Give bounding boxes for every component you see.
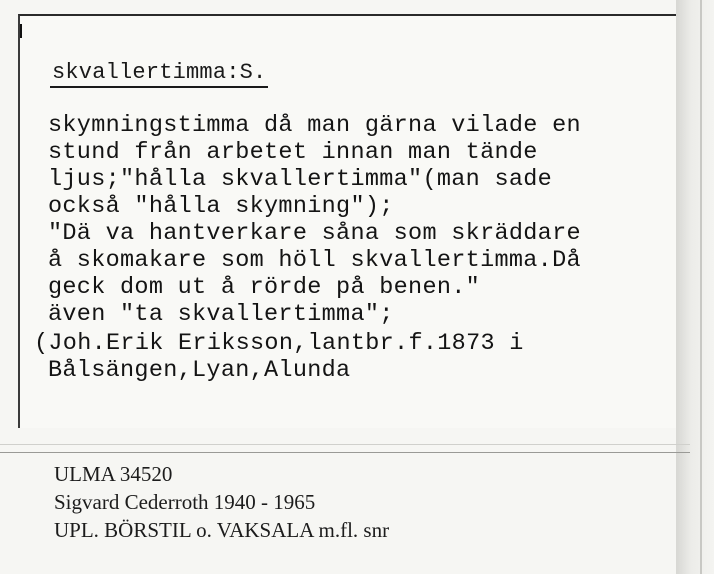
card-divider xyxy=(0,452,690,453)
collector-line: Sigvard Cederroth 1940 - 1965 xyxy=(54,490,316,514)
body-line: å skomakare som höll skvallertimma.Då xyxy=(48,247,581,274)
body-line: stund från arbetet innan man tände xyxy=(48,139,538,166)
card-title: skvallertimma:S. xyxy=(52,60,267,85)
body-line: ljus;"hålla skvallertimma"(man sade xyxy=(48,166,553,193)
body-line: geck dom ut å rörde på benen." xyxy=(48,274,481,301)
body-line: även "ta skvallertimma"; xyxy=(48,301,394,328)
card-edge-line xyxy=(700,0,702,574)
body-line: också "hålla skymning"); xyxy=(48,193,394,220)
body-line: Bålsängen,Lyan,Alunda xyxy=(48,357,351,384)
body-line: "Dä va hantverkare såna som skräddare xyxy=(48,220,581,247)
archive-number: ULMA 34520 xyxy=(54,462,173,486)
card-edge-shadow xyxy=(676,0,714,574)
body-line: skymningstimma då man gärna vilade en xyxy=(48,112,581,139)
location-line: UPL. BÖRSTIL o. VAKSALA m.fl. snr xyxy=(54,518,390,542)
corner-mark xyxy=(20,24,22,38)
body-line: (Joh.Erik Eriksson,lantbr.f.1873 i xyxy=(34,330,524,357)
card-divider-shadow xyxy=(0,444,690,445)
title-underline xyxy=(50,86,268,88)
